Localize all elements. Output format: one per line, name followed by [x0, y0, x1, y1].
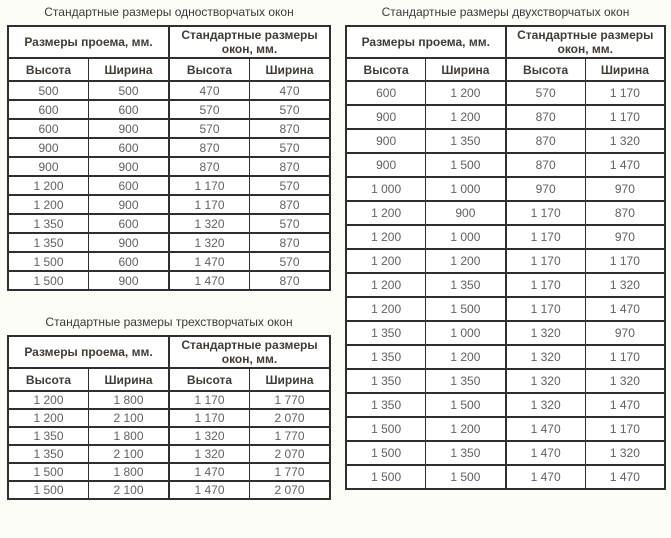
- size-value-cell: 600: [89, 138, 170, 157]
- size-value-cell: 570: [169, 119, 250, 138]
- height-column-header: Высота: [8, 368, 89, 391]
- size-value-cell: 1 320: [506, 321, 586, 345]
- table-header: [8, 26, 330, 81]
- table-row: [346, 81, 665, 105]
- size-value-cell: 500: [89, 81, 170, 100]
- size-value-cell: 1 500: [8, 463, 89, 481]
- size-value-cell: 2 070: [250, 481, 331, 499]
- table-row: [346, 345, 665, 369]
- size-value-cell: 1 470: [585, 297, 665, 321]
- triple-leaf-section: [7, 311, 331, 500]
- table-row: [8, 176, 330, 195]
- size-value-cell: 870: [506, 129, 586, 153]
- size-value-cell: 1 800: [89, 427, 170, 445]
- size-value-cell: 1 500: [426, 153, 506, 177]
- height-column-header: Высота: [506, 58, 586, 81]
- size-value-cell: 900: [426, 201, 506, 225]
- size-value-cell: 1 470: [585, 465, 665, 489]
- size-value-cell: 1 500: [346, 417, 426, 441]
- size-value-cell: 870: [250, 195, 331, 214]
- height-column-header: Высота: [346, 58, 426, 81]
- size-value-cell: 970: [506, 177, 586, 201]
- subheader-row: [346, 58, 665, 81]
- table-row: [8, 463, 330, 481]
- size-value-cell: 1 470: [169, 271, 250, 290]
- size-value-cell: 1 170: [585, 81, 665, 105]
- size-value-cell: 1 200: [8, 176, 89, 195]
- size-value-cell: 570: [250, 138, 331, 157]
- table-row: [346, 249, 665, 273]
- table-row: [8, 233, 330, 252]
- size-value-cell: 1 470: [506, 417, 586, 441]
- size-value-cell: 1 470: [506, 465, 586, 489]
- table-row: [8, 81, 330, 100]
- size-value-cell: 1 500: [426, 465, 506, 489]
- size-value-cell: 570: [169, 100, 250, 119]
- size-value-cell: 600: [89, 100, 170, 119]
- table-row: [8, 252, 330, 271]
- width-column-header: Ширина: [426, 58, 506, 81]
- size-value-cell: 570: [250, 214, 331, 233]
- size-value-cell: 1 350: [8, 427, 89, 445]
- table-row: [346, 465, 665, 489]
- double-leaf-section: [345, 1, 666, 490]
- size-value-cell: 600: [89, 214, 170, 233]
- window-size-group-header: Стандартные размеры окон, мм.: [169, 336, 330, 368]
- size-value-cell: 1 170: [585, 249, 665, 273]
- size-value-cell: 470: [250, 81, 331, 100]
- size-value-cell: 1 200: [8, 391, 89, 409]
- size-value-cell: 500: [8, 81, 89, 100]
- size-value-cell: 1 200: [346, 225, 426, 249]
- size-value-cell: 1 170: [506, 225, 586, 249]
- size-value-cell: 1 800: [89, 463, 170, 481]
- size-value-cell: 1 500: [426, 297, 506, 321]
- size-value-cell: 1 350: [426, 129, 506, 153]
- single-leaf-table: [7, 25, 331, 291]
- left-column: [7, 1, 331, 500]
- size-value-cell: 2 100: [89, 481, 170, 499]
- size-value-cell: 1 320: [585, 441, 665, 465]
- table-row: [346, 177, 665, 201]
- size-value-cell: 2 100: [89, 409, 170, 427]
- size-value-cell: 600: [8, 119, 89, 138]
- size-value-cell: 1 350: [346, 369, 426, 393]
- size-value-cell: 900: [346, 129, 426, 153]
- size-value-cell: 600: [89, 176, 170, 195]
- triple-leaf-table: [7, 335, 331, 500]
- table-row: [346, 441, 665, 465]
- size-value-cell: 1 200: [426, 105, 506, 129]
- size-value-cell: 1 170: [506, 273, 586, 297]
- size-value-cell: 1 350: [426, 369, 506, 393]
- table-row: [346, 153, 665, 177]
- table-header: [346, 26, 665, 81]
- size-value-cell: 1 350: [8, 214, 89, 233]
- size-value-cell: 1 200: [426, 249, 506, 273]
- table-row: [8, 391, 330, 409]
- height-column-header: Высота: [169, 368, 250, 391]
- size-value-cell: 900: [346, 105, 426, 129]
- size-value-cell: 1 470: [169, 252, 250, 271]
- size-value-cell: 1 200: [426, 345, 506, 369]
- size-value-cell: 1 170: [169, 391, 250, 409]
- table-body: [8, 81, 330, 290]
- size-value-cell: 1 170: [506, 297, 586, 321]
- size-value-cell: 1 170: [585, 345, 665, 369]
- size-value-cell: 1 350: [426, 441, 506, 465]
- size-value-cell: 1 170: [169, 195, 250, 214]
- table-row: [346, 393, 665, 417]
- size-value-cell: 1 500: [8, 481, 89, 499]
- size-value-cell: 1 000: [426, 321, 506, 345]
- width-column-header: Ширина: [250, 58, 331, 81]
- size-value-cell: 1 200: [426, 81, 506, 105]
- size-value-cell: 1 500: [346, 441, 426, 465]
- size-value-cell: 1 170: [506, 249, 586, 273]
- size-value-cell: 1 350: [8, 445, 89, 463]
- column-group-row: [8, 336, 330, 368]
- size-value-cell: 1 320: [585, 369, 665, 393]
- subheader-row: [8, 58, 330, 81]
- width-column-header: Ширина: [250, 368, 331, 391]
- table-row: [8, 409, 330, 427]
- table-row: [8, 445, 330, 463]
- width-column-header: Ширина: [89, 368, 170, 391]
- size-value-cell: 1 320: [585, 273, 665, 297]
- size-value-cell: 1 320: [169, 233, 250, 252]
- table-row: [346, 321, 665, 345]
- window-size-group-header: Стандартные размеры окон, мм.: [506, 26, 666, 58]
- size-value-cell: 870: [250, 271, 331, 290]
- opening-size-group-header: Размеры проема, мм.: [346, 26, 506, 58]
- column-group-row: [8, 26, 330, 58]
- size-value-cell: 2 100: [89, 445, 170, 463]
- table-row: [8, 195, 330, 214]
- size-value-cell: 2 070: [250, 409, 331, 427]
- size-value-cell: 1 470: [585, 393, 665, 417]
- size-value-cell: 1 200: [346, 201, 426, 225]
- table-row: [346, 369, 665, 393]
- table-row: [346, 129, 665, 153]
- size-value-cell: 570: [250, 100, 331, 119]
- size-value-cell: 900: [89, 233, 170, 252]
- size-value-cell: 1 000: [346, 177, 426, 201]
- table-row: [8, 138, 330, 157]
- size-value-cell: 900: [89, 157, 170, 176]
- opening-size-group-header: Размеры проема, мм.: [8, 336, 169, 368]
- size-value-cell: 1 770: [250, 463, 331, 481]
- size-value-cell: 1 800: [89, 391, 170, 409]
- size-value-cell: 1 320: [506, 345, 586, 369]
- single-leaf-table-title: Стандартные размеры одностворчатых окон: [44, 5, 294, 19]
- size-value-cell: 1 200: [8, 195, 89, 214]
- double-leaf-table: [345, 25, 666, 490]
- table-row: [8, 214, 330, 233]
- size-value-cell: 1 350: [426, 273, 506, 297]
- table-header: [8, 336, 330, 391]
- size-value-cell: 870: [169, 157, 250, 176]
- table-body: [8, 391, 330, 499]
- size-value-cell: 870: [169, 138, 250, 157]
- size-value-cell: 1 320: [506, 393, 586, 417]
- table-row: [346, 201, 665, 225]
- size-value-cell: 970: [585, 321, 665, 345]
- size-value-cell: 1 770: [250, 391, 331, 409]
- size-value-cell: 1 200: [426, 417, 506, 441]
- table-body: [346, 81, 665, 489]
- size-value-cell: 870: [585, 201, 665, 225]
- size-value-cell: 1 200: [346, 297, 426, 321]
- table-row: [8, 427, 330, 445]
- size-value-cell: 600: [89, 252, 170, 271]
- subheader-row: [8, 368, 330, 391]
- size-value-cell: 1 470: [585, 153, 665, 177]
- double-leaf-table-title: Стандартные размеры двухстворчатых окон: [381, 5, 630, 19]
- table-row: [346, 273, 665, 297]
- size-value-cell: 1 320: [169, 214, 250, 233]
- size-value-cell: 1 470: [506, 441, 586, 465]
- table-row: [346, 417, 665, 441]
- size-value-cell: 870: [250, 233, 331, 252]
- size-value-cell: 1 320: [585, 129, 665, 153]
- size-value-cell: 1 470: [169, 463, 250, 481]
- size-value-cell: 870: [250, 119, 331, 138]
- opening-size-group-header: Размеры проема, мм.: [8, 26, 169, 58]
- size-value-cell: 1 500: [426, 393, 506, 417]
- table-row: [346, 297, 665, 321]
- size-value-cell: 570: [250, 252, 331, 271]
- size-value-cell: 1 200: [346, 273, 426, 297]
- right-column: [345, 1, 666, 500]
- size-value-cell: 1 500: [8, 271, 89, 290]
- table-row: [8, 119, 330, 138]
- size-value-cell: 870: [250, 157, 331, 176]
- size-value-cell: 1 200: [8, 409, 89, 427]
- size-value-cell: 1 350: [8, 233, 89, 252]
- width-column-header: Ширина: [585, 58, 665, 81]
- size-value-cell: 470: [169, 81, 250, 100]
- size-value-cell: 1 470: [169, 481, 250, 499]
- table-row: [8, 100, 330, 119]
- size-value-cell: 1 500: [346, 465, 426, 489]
- size-value-cell: 1 170: [506, 201, 586, 225]
- size-value-cell: 970: [585, 225, 665, 249]
- size-value-cell: 1 170: [585, 105, 665, 129]
- size-value-cell: 1 770: [250, 427, 331, 445]
- size-value-cell: 1 500: [8, 252, 89, 271]
- size-value-cell: 1 350: [346, 321, 426, 345]
- size-value-cell: 2 070: [250, 445, 331, 463]
- size-value-cell: 1 000: [426, 177, 506, 201]
- window-size-group-header: Стандартные размеры окон, мм.: [169, 26, 330, 58]
- size-value-cell: 570: [506, 81, 586, 105]
- size-value-cell: 1 350: [346, 345, 426, 369]
- single-leaf-section: [7, 1, 331, 291]
- size-value-cell: 600: [8, 100, 89, 119]
- size-value-cell: 900: [89, 195, 170, 214]
- size-value-cell: 870: [506, 153, 586, 177]
- size-value-cell: 1 200: [346, 249, 426, 273]
- size-value-cell: 900: [8, 157, 89, 176]
- size-value-cell: 900: [346, 153, 426, 177]
- size-value-cell: 1 320: [169, 445, 250, 463]
- size-value-cell: 1 170: [585, 417, 665, 441]
- size-value-cell: 900: [89, 119, 170, 138]
- table-row: [346, 225, 665, 249]
- table-row: [8, 481, 330, 499]
- width-column-header: Ширина: [89, 58, 170, 81]
- size-value-cell: 1 000: [426, 225, 506, 249]
- size-value-cell: 1 320: [169, 427, 250, 445]
- height-column-header: Высота: [169, 58, 250, 81]
- size-value-cell: 600: [346, 81, 426, 105]
- size-value-cell: 870: [506, 105, 586, 129]
- triple-leaf-table-title: Стандартные размеры трехстворчатых окон: [45, 315, 293, 329]
- table-row: [346, 105, 665, 129]
- size-value-cell: 1 320: [506, 369, 586, 393]
- size-value-cell: 1 170: [169, 409, 250, 427]
- size-value-cell: 570: [250, 176, 331, 195]
- size-value-cell: 1 170: [169, 176, 250, 195]
- table-row: [8, 271, 330, 290]
- column-group-row: [346, 26, 665, 58]
- size-value-cell: 970: [585, 177, 665, 201]
- size-value-cell: 900: [8, 138, 89, 157]
- table-row: [8, 157, 330, 176]
- size-value-cell: 1 350: [346, 393, 426, 417]
- height-column-header: Высота: [8, 58, 89, 81]
- size-value-cell: 900: [89, 271, 170, 290]
